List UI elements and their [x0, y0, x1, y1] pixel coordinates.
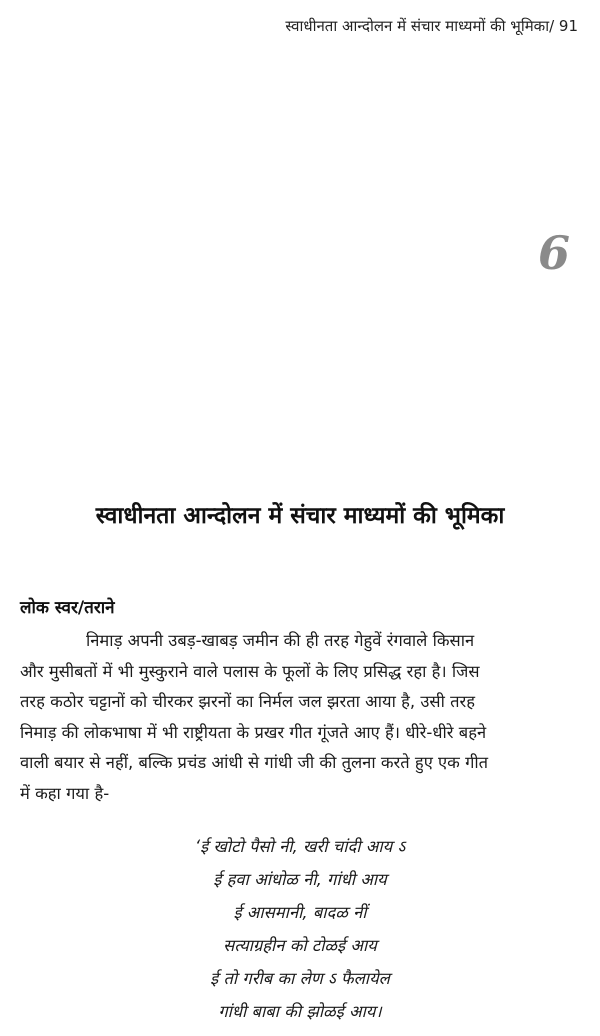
- paragraph-line: निमाड़ अपनी उबड़-खाबड़ जमीन की ही तरह गेहुवें रंगवाले किसान: [86, 631, 475, 650]
- paragraph-line: वाली बयार से नहीं, बल्कि प्रचंड आंधी से गांधी जी की तुलना करते हुए एक गीत: [20, 753, 489, 772]
- folk-song-poem: [0, 830, 600, 1028]
- paragraph-line: तरह कठोर चट्टानों को चीरकर झरनों का निर्मल जल झरता आया है, उसी तरह: [20, 692, 476, 711]
- paragraph-line: निमाड़ की लोकभाषा में भी राष्ट्रीयता के प्रखर गीत गूंजते आए हैं। धीरे-धीरे बहने: [20, 722, 487, 742]
- paragraph-line: में कहा गया है-: [20, 783, 110, 803]
- poem-verse: सत्याग्रहीन को टोळई आय: [223, 936, 377, 955]
- poem-verse: ई आसमानी, बादळ नीं: [233, 903, 367, 922]
- poem-verse: ‘ई खोटो पैसो नी, खरी चांदी आय ऽ: [194, 837, 406, 856]
- section-heading: लोक स्वर/तराने: [20, 598, 115, 618]
- poem-verse: ई तो गरीब का लेण ऽ फैलायेल: [210, 969, 390, 988]
- chapter-number: 6: [537, 226, 570, 280]
- chapter-title: स्वाधीनता आन्दोलन में संचार माध्यमों की भूमिका: [95, 503, 505, 529]
- body-paragraph: [20, 626, 590, 809]
- paragraph-line: और मुसीबतों में भी मुस्कुराने वाले पलास के फूलों के लिए प्रसिद्ध रहा है। जिस: [20, 661, 480, 681]
- poem-verse: ई हवा आंधोळ नी, गांधी आय: [213, 870, 387, 889]
- poem-verse: गांधी बाबा की झोळई आय।: [218, 1002, 382, 1021]
- running-header: स्वाधीनता आन्दोलन में संचार माध्यमों की भूमिका/ 91: [285, 17, 578, 35]
